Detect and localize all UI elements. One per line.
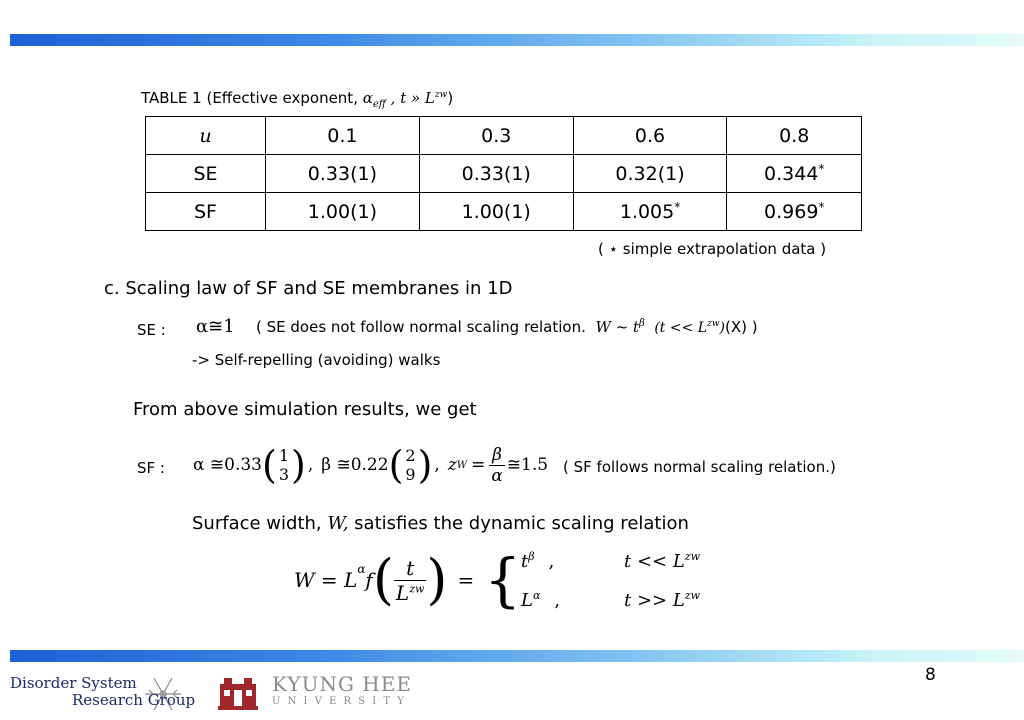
case-1: $t^\beta$ , <box>521 550 555 572</box>
se-note: ( SE does not follow normal scaling relation. W ~ $t^\beta$ $(t << L^{zw})(X)$ ) <box>256 318 758 336</box>
surface-width-text: Surface width, W, satisfies the dynamic scaling relation <box>192 513 689 534</box>
star-mark: * <box>674 200 681 214</box>
table-header-row <box>146 117 862 155</box>
header-cell: 0.3 <box>419 117 573 155</box>
table-cell: 0.344* <box>727 155 862 193</box>
table-cell: 0.969* <box>727 193 862 231</box>
top-decorative-band <box>10 34 1024 46</box>
fraction-two-ninths: 2 9 <box>405 446 416 484</box>
sf-label: SF : <box>137 459 165 477</box>
scaling-equation: W = L $^\alpha$ f ( $\frac{t}{L^{zw}}$ ) = { <box>294 546 522 614</box>
dsrg-line2: Research Group <box>72 691 196 709</box>
se-arrow-text: -> Self-repelling (avoiding) walks <box>192 351 441 369</box>
university-emblem-icon <box>216 674 260 714</box>
table-row-sf <box>146 193 862 231</box>
effective-exponent-table <box>145 116 862 231</box>
header-cell: 0.8 <box>727 117 862 155</box>
table-cell: 1.005* <box>573 193 727 231</box>
page-number: 8 <box>925 665 936 685</box>
table-row-se <box>146 155 862 193</box>
brace-icon: { <box>484 546 522 614</box>
khu-line1: KYUNG HEE <box>272 672 412 696</box>
case-2-condition: $t >> L^{zw}$ <box>624 589 701 611</box>
dsrg-line1: Disorder System <box>10 674 137 692</box>
fraction-one-third: 1 3 <box>278 446 289 484</box>
star-mark: * <box>818 200 825 214</box>
table-cell: 1.00(1) <box>419 193 573 231</box>
section-heading: c. Scaling law of SF and SE membranes in 1D <box>104 278 513 299</box>
row-label: SF <box>146 193 266 231</box>
case-2: $L^\alpha$ , <box>521 589 561 611</box>
sf-note: ( SF follows normal scaling relation.) <box>563 458 836 476</box>
se-label: SE : <box>137 321 166 339</box>
table-cell: 0.32(1) <box>573 155 727 193</box>
header-cell: 0.6 <box>573 117 727 155</box>
bottom-decorative-band <box>10 650 1024 662</box>
fraction-t-over-L: $\frac{t}{L^{zw}}$ <box>395 555 425 605</box>
kyung-hee-logo <box>216 672 456 716</box>
case-1-condition: $t << L^{zw}$ <box>624 550 701 572</box>
table-cell: 0.33(1) <box>419 155 573 193</box>
star-mark: * <box>818 162 825 176</box>
table-footnote: ( ⋆ simple extrapolation data ) <box>598 240 827 258</box>
row-label: SE <box>146 155 266 193</box>
se-formula: α≅1 <box>196 316 235 337</box>
fraction-beta-alpha: $\frac{\beta}{\alpha}$ <box>491 444 503 486</box>
table-cell: 0.33(1) <box>266 155 420 193</box>
sf-formula: α ≅0.33 ( 1 3 ) , β ≅0.22 ( 2 9 ) , z W = $\frac{\beta}{\alpha}$ ≅1.5 <box>193 443 549 487</box>
khu-line2: U N I V E R S I T Y <box>272 696 406 707</box>
table-caption: TABLE 1 (Effective exponent, $\alpha_{eff}$ , t » $L^{zw}$) <box>141 89 454 110</box>
header-cell: 0.1 <box>266 117 420 155</box>
header-cell-u: u <box>146 117 266 155</box>
table-cell: 1.00(1) <box>266 193 420 231</box>
dsrg-logo <box>8 674 208 714</box>
from-above-text: From above simulation results, we get <box>133 399 477 420</box>
